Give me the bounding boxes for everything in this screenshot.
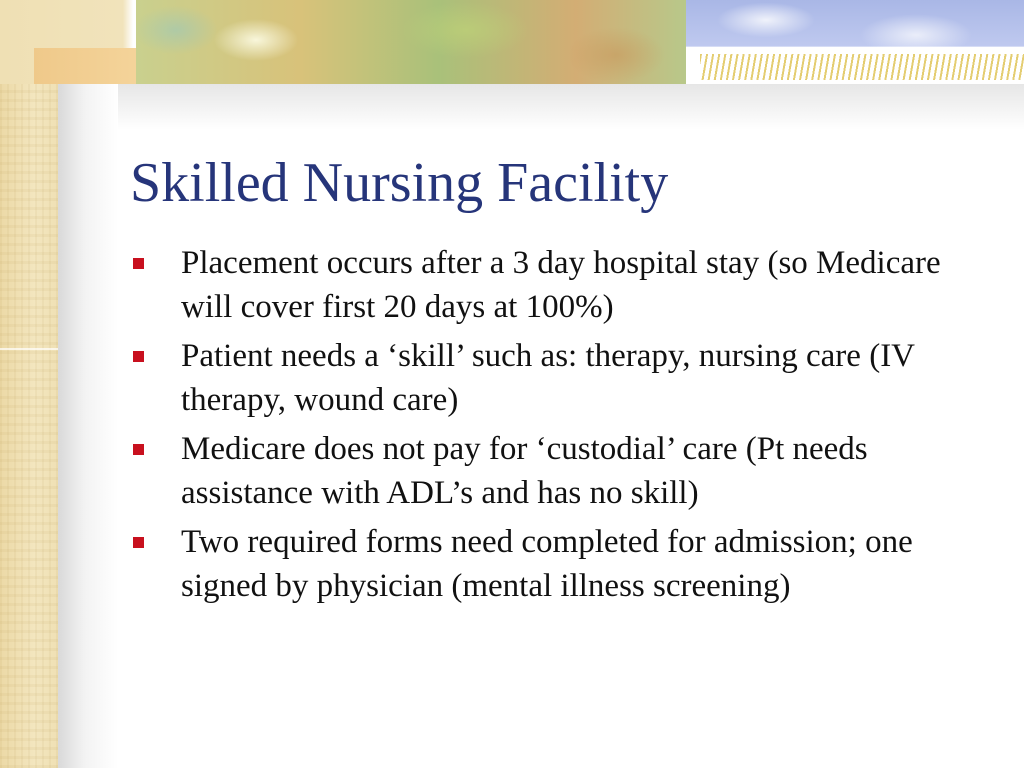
square-bullet-icon — [133, 351, 144, 362]
list-item — [130, 241, 950, 329]
list-item — [130, 427, 950, 515]
slide-title: Skilled Nursing Facility — [130, 152, 669, 214]
banner-shadow — [118, 84, 1024, 130]
banner-color-block — [34, 48, 152, 84]
square-bullet-icon — [133, 258, 144, 269]
square-bullet-icon — [133, 537, 144, 548]
square-bullet-icon — [133, 444, 144, 455]
left-decorative-strip — [0, 0, 58, 768]
autumn-leaves-banner-image — [136, 0, 686, 84]
grass-banner-image — [700, 54, 1024, 80]
list-item — [130, 334, 950, 422]
bullet-list — [130, 241, 950, 613]
bullet-text: Medicare does not pay for ‘custodial’ care (Pt needs assistance with ADL’s and has no skill) — [181, 431, 868, 511]
bullet-text: Patient needs a ‘skill’ such as: therapy, nursing care (IV therapy, wound care) — [181, 338, 915, 418]
list-item — [130, 520, 950, 608]
left-shadow-gradient — [58, 80, 118, 768]
bullet-text: Two required forms need completed for admission; one signed by physician (mental illness screening) — [181, 524, 913, 604]
bullet-text: Placement occurs after a 3 day hospital stay (so Medicare will cover first 20 days at 100%) — [181, 245, 941, 325]
top-banner — [0, 0, 1024, 84]
